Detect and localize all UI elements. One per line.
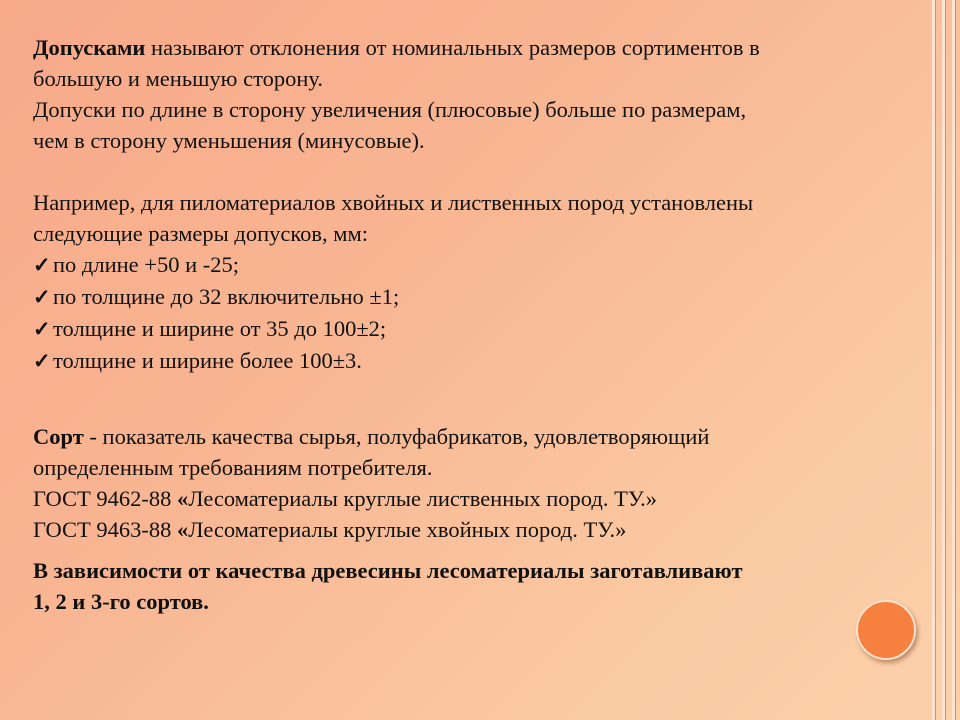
- frame-stripe-edge: [945, 0, 946, 720]
- list-item: [33, 281, 913, 313]
- checkmark-icon: ✓: [33, 285, 51, 309]
- decorative-circle: [856, 600, 916, 660]
- spacer: [33, 377, 913, 421]
- spacer: [33, 156, 913, 187]
- checkmark-icon: ✓: [33, 253, 51, 277]
- frame-stripe-edge: [955, 0, 956, 720]
- list-item-text: по толщине до 32 включительно ±1;: [53, 284, 400, 309]
- paragraph-tolerances: [33, 32, 913, 156]
- list-item: [33, 345, 913, 377]
- list-item-text: толщине и ширине от 35 до 100±2;: [53, 316, 387, 341]
- slide-content: [33, 32, 913, 617]
- frame-stripe-edge: [935, 0, 936, 720]
- term-tolerances: Допусками: [33, 35, 146, 60]
- gost-number: ГОСТ 9463-88: [33, 517, 177, 542]
- list-item-text: по длине +50 и -25;: [53, 252, 240, 277]
- gost-title: Лесоматериалы круглые лиственных пород. ТУ.»: [188, 486, 657, 511]
- text-line: [33, 32, 913, 63]
- spacer: [33, 545, 913, 555]
- gost-line: [33, 514, 913, 545]
- checkmark-icon: ✓: [33, 317, 51, 341]
- list-item-text: толщине и ширине более 100±3.: [53, 348, 362, 373]
- text-line: большую и меньшую сторону.: [33, 66, 324, 91]
- text-line: Допуски по длине в сторону увеличения (плюсовые) больше по размерам,: [33, 97, 747, 122]
- text-span: - показатель качества сырья, полуфабрикатов, удовлетворяющий: [83, 424, 710, 449]
- text-span: называют отклонения от номинальных размеров сортиментов в: [145, 35, 760, 60]
- gost-number: ГОСТ 9462-88: [33, 486, 177, 511]
- quote-mark: «: [176, 517, 189, 542]
- text-line: [33, 586, 913, 617]
- term-grade: Сорт: [33, 424, 84, 449]
- text-line: следующие размеры допусков, мм:: [33, 221, 369, 246]
- text-line: определенным требованиям потребителя.: [33, 455, 433, 480]
- bold-text: 1, 2 и 3-го сортов.: [33, 589, 209, 614]
- text-line: [33, 421, 913, 452]
- list-item: [33, 249, 913, 281]
- text-line: [33, 555, 913, 586]
- list-item: [33, 313, 913, 345]
- paragraph-conclusion: [33, 555, 913, 617]
- gost-line: [33, 483, 913, 514]
- quote-mark: «: [176, 486, 189, 511]
- text-line: Например, для пиломатериалов хвойных и лиственных пород установлены: [33, 190, 754, 215]
- checkmark-icon: ✓: [33, 349, 51, 373]
- text-line: чем в сторону уменьшения (минусовые).: [33, 128, 425, 153]
- paragraph-grade: [33, 421, 913, 545]
- gost-title: Лесоматериалы круглые хвойных пород. ТУ.»: [188, 517, 627, 542]
- bold-text: В зависимости от качества древесины лесоматериалы заготавливают: [33, 558, 743, 583]
- paragraph-example: [33, 187, 913, 377]
